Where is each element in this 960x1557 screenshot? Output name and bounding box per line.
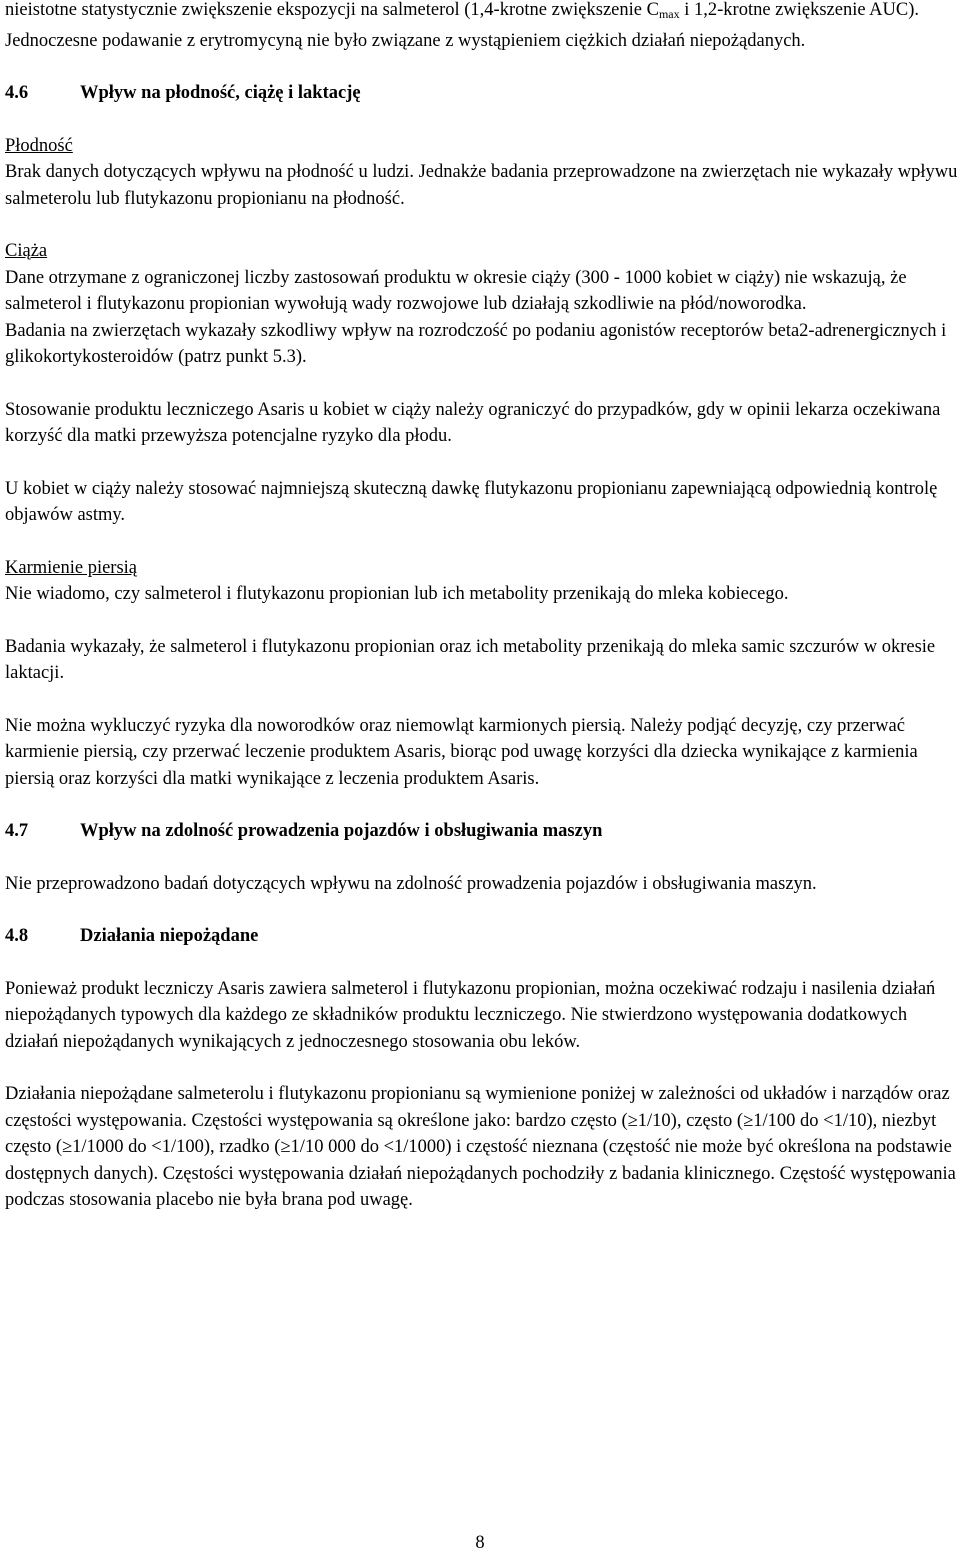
fertility-text: Brak danych dotyczących wpływu na płodność u ludzi. Jednakże badania przeprowadzone na zwierzętach nie wykazały wpływu salmeterolu lub flutykazonu propionianu na płodność. <box>5 162 958 209</box>
pregnancy-text-1: Dane otrzymane z ograniczonej liczby zastosowań produktu w okresie ciąży (300 - 1000 kobiet w ciąży) nie wskazują, że salmeterol i flutykazonu propionian wywołują wady rozwojowe lub działają szkodliwie na płód/noworodka. <box>5 267 907 314</box>
section-4-7-heading: 4.7 Wpływ na zdolność prowadzenia pojazdów i obsługiwania maszyn <box>5 821 603 841</box>
breastfeeding-text-1: Nie wiadomo, czy salmeterol i flutykazonu propionian lub ich metabolity przenikają do mleka kobiecego. <box>5 584 789 604</box>
section-4-6-heading: 4.6 Wpływ na płodność, ciążę i laktację <box>5 83 361 103</box>
breastfeeding-label: Karmienie piersią <box>5 557 138 578</box>
document-page <box>5 0 960 1214</box>
section-4-7-text: Nie przeprowadzono badań dotyczących wpływu na zdolność prowadzenia pojazdów i obsługiwania maszyn. <box>5 873 817 894</box>
pregnancy-text-2: Badania na zwierzętach wykazały szkodliwy wpływ na rozrodczość po podaniu agonistów receptorów beta2-adrenergicznych i glikokortykosteroidów (patrz punkt 5.3). <box>5 320 947 367</box>
pregnancy-text-4: U kobiet w ciąży należy stosować najmniejszą skuteczną dawkę flutykazonu propionianu zapewniającą odpowiednią kontrolę objawów astmy. <box>5 478 938 525</box>
pregnancy-text-3: Stosowanie produktu leczniczego Asaris u kobiet w ciąży należy ograniczyć do przypadków, gdy w opinii lekarza oczekiwana korzyść dla matki przewyższa potencjalne ryzyko dla płodu. <box>5 399 941 446</box>
fertility-label: Płodność <box>5 135 73 156</box>
cmax-subscript: max <box>658 7 680 21</box>
section-4-8-text-1: Ponieważ produkt leczniczy Asaris zawiera salmeterol i flutykazonu propionian, można oczekiwać rodzaju i nasilenia działań niepożądanych typowych dla każdego ze składników produktu leczniczego. Nie stwierdzono występowania dodatkowych działań niepożądanych wynikających z jednoczesnego stosowania obu leków. <box>5 978 936 1052</box>
intro-paragraph: nieistotne statystycznie zwiększenie ekspozycji na salmeterol (1,4-krotne zwiększenie $C_{max}$ i 1,2-krotne zwiększenie AUC). Jednoczesne podawanie z erytromycyną nie było związane z wystąpieniem ciężkich działań niepożądanych. <box>5 0 920 51</box>
pregnancy-label: Ciąża <box>5 241 48 261</box>
section-4-8-heading: 4.8 Działania niepożądane <box>5 926 259 946</box>
page-number: 8 <box>475 1533 485 1553</box>
section-4-8-text-2: Działania niepożądane salmeterolu i flutykazonu propionianu są wymienione poniżej w zależności od układów i narządów oraz częstości występowania. Częstości występowania są określone jako: bardzo często (≥1/10), często (≥1/100 do <1/10), niezbyt często (≥1/1000 do <1/100), rzadko (≥1/10 000 do <1/1000) i częstość nieznana (częstość nie może być określona na podstawie dostępnych danych). Częstości występowania działań niepożądanych pochodziły z badania klinicznego. Częstość występowania podczas stosowania placebo nie była brana pod uwagę. <box>5 1084 956 1210</box>
breastfeeding-text-3: Nie można wykluczyć ryzyka dla noworodków oraz niemowląt karmionych piersią. Należy podjąć decyzję, czy przerwać karmienie piersią, czy przerwać leczenie produktem Asaris, biorąc pod uwagę korzyści dla dziecka wynikające z karmienia piersią oraz korzyści dla matki wynikające z leczenia produktem Asaris. <box>5 715 918 789</box>
breastfeeding-text-2: Badania wykazały, że salmeterol i flutykazonu propionian oraz ich metabolity przenikają do mleka samic szczurów w okresie laktacji. <box>5 636 936 683</box>
